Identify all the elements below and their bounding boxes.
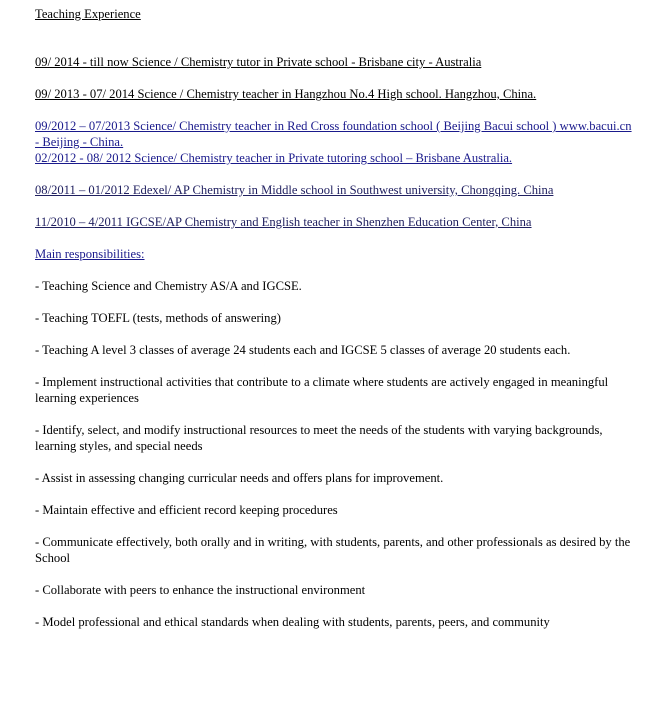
responsibility-item: - Implement instructional activities that contribute to a climate where students are actively engaged in meaningful learning experiences (35, 375, 609, 405)
responsibility-item: - Model professional and ethical standards when dealing with students, parents, peers, and community (35, 615, 550, 629)
experience-item: 09/ 2013 - 07/ 2014 Science / Chemistry teacher in Hangzhou No.4 High school. Hangzhou, China. (35, 87, 537, 101)
responsibility-item: - Communicate effectively, both orally and in writing, with students, parents, and other professionals as desired by the School (35, 535, 631, 565)
experience-item: 11/2010 – 4/2011 IGCSE/AP Chemistry and English teacher in Shenzhen Education Center, China (35, 215, 532, 229)
document-body (35, 6, 635, 630)
experience-item: 08/2011 – 01/2012 Edexel/ AP Chemistry in Middle school in Southwest university, Chongqing. China (35, 183, 554, 197)
responsibility-item: - Teaching Science and Chemistry AS/A and IGCSE. (35, 279, 302, 293)
responsibility-item: - Collaborate with peers to enhance the instructional environment (35, 583, 366, 597)
experience-item: 02/2012 - 08/ 2012 Science/ Chemistry teacher in Private tutoring school – Brisbane Australia. (35, 151, 513, 165)
responsibility-item: - Assist in assessing changing curricular needs and offers plans for improvement. (35, 471, 444, 485)
responsibility-item: - Maintain effective and efficient record keeping procedures (35, 503, 338, 517)
responsibilities-title: Main responsibilities: (35, 247, 145, 261)
experience-item: 09/ 2014 - till now Science / Chemistry tutor in Private school - Brisbane city - Australia (35, 55, 482, 69)
section-title: Teaching Experience (35, 7, 141, 21)
responsibility-item: - Identify, select, and modify instructional resources to meet the needs of the students with varying backgrounds, learning styles, and special needs (35, 423, 603, 453)
responsibility-item: - Teaching A level 3 classes of average 24 students each and IGCSE 5 classes of average 20 students each. (35, 343, 571, 357)
responsibility-item: - Teaching TOEFL (tests, methods of answering) (35, 311, 281, 325)
experience-item: 09/2012 – 07/2013 Science/ Chemistry teacher in Red Cross foundation school ( Beijing Bacui school ) www.bacui.cn - Beijing - China. (35, 119, 632, 149)
